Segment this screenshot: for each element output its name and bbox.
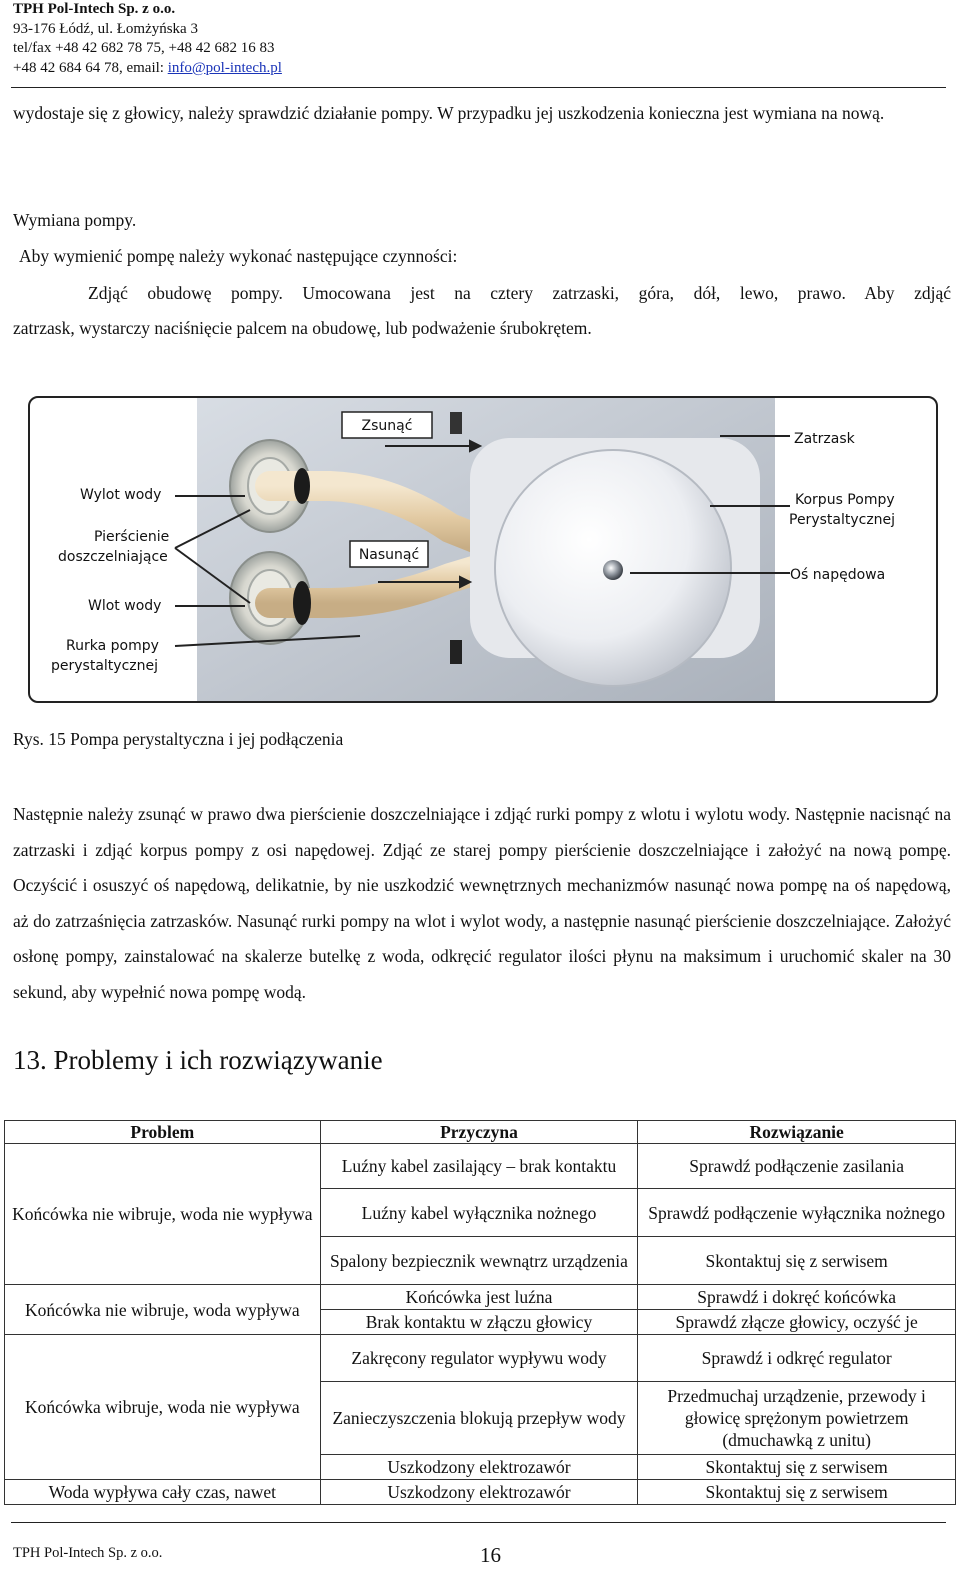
header-telfax: tel/fax +48 42 682 78 75, +48 42 682 16 83 xyxy=(13,40,275,56)
label-os: Oś napędowa xyxy=(790,567,886,583)
header-cause: Przyczyna xyxy=(320,1121,638,1144)
cause-cell: Uszkodzony elektrozawór xyxy=(320,1455,638,1480)
header-phone: +48 42 684 64 78, email: xyxy=(13,59,168,76)
label-rurka-2: perystaltycznej xyxy=(51,658,158,674)
board-slot xyxy=(450,640,462,664)
solution-cell: Skontaktuj się z serwisem xyxy=(638,1237,956,1285)
label-pierscienie-1: Pierścienie xyxy=(94,529,170,545)
cause-cell: Końcówka jest luźna xyxy=(320,1285,638,1310)
label-zatrzask: Zatrzask xyxy=(794,431,855,447)
header-problem: Problem xyxy=(5,1121,321,1144)
seal-ring-bottom xyxy=(293,581,311,625)
cause-cell: Zanieczyszczenia blokują przepływ wody xyxy=(320,1382,638,1455)
label-korpus-2: Perystaltycznej xyxy=(789,512,896,528)
board-slot-top xyxy=(450,412,462,434)
solution-cell: Sprawdź podłączenie zasilania xyxy=(638,1144,956,1189)
problem-cell: Końcówka nie wibruje, woda nie wypływa xyxy=(5,1144,321,1285)
footer-rule xyxy=(11,1522,946,1523)
table-row xyxy=(5,1285,956,1310)
table-row xyxy=(5,1144,956,1189)
cause-cell: Spalony bezpiecznik wewnątrz urządzenia xyxy=(320,1237,638,1285)
label-zsunac: Zsunąć xyxy=(361,418,413,434)
solution-cell: Skontaktuj się z serwisem xyxy=(638,1480,956,1505)
problem-cell: Końcówka wibruje, woda nie wypływa xyxy=(5,1335,321,1480)
label-nasunac: Nasunąć xyxy=(358,547,420,563)
label-rurka-1: Rurka pompy xyxy=(66,638,159,654)
figure-caption: Rys. 15 Pompa perystaltyczna i jej podłączenia xyxy=(13,729,344,749)
label-korpus-1: Korpus Pompy xyxy=(795,492,895,508)
step-line-1: Zdjąć obudowę pompy. Umocowana jest na cztery zatrzaski, góra, dół, lewo, prawo. Aby zdjąć xyxy=(88,283,951,303)
email-link[interactable]: info@pol-intech.pl xyxy=(167,59,282,76)
table-row xyxy=(5,1480,956,1505)
pump-illustration xyxy=(30,398,936,701)
header-company: TPH Pol-Intech Sp. z o.o. xyxy=(13,1,176,17)
label-pierscienie-2: doszczelniające xyxy=(58,549,168,565)
cause-cell: Zakręcony regulator wypływu wody xyxy=(320,1335,638,1382)
solution-cell: Skontaktuj się z serwisem xyxy=(638,1455,956,1480)
page-header xyxy=(13,0,282,78)
paragraph-procedure: Następnie należy zsunąć w prawo dwa pierścienie doszczelniające i zdjąć rurki pompy z wlotu i wylotu wody. Następnie nacisnąć na zatrzaski i zdjąć korpus pompy z osi napędowej. Zdjąć ze starej pompy pierścienie doszczelniające i założyć na nową pompę. Oczyścić i osuszyć oś napędową, delikatnie, by nie uszkodzić wewnętrznych mechanizmów nasunąć nowa pompę na oś napędową, aż do zatrzaśnięcia zatrzasków. Nasunąć rurki pompy na wlot i wylot wody, a następnie nasunąć pierścienie doszczelniające. Założyć osłonę pompy, zainstalować na skalerze butelkę z woda, odkręcić regulator ilości płynu na maksimum i uruchomić skaler na 30 sekund, aby wypełnić nowa pompę wodą. xyxy=(13,804,951,1002)
header-rule xyxy=(11,87,946,88)
table-row xyxy=(5,1335,956,1382)
step-line-2: zatrzask, wystarczy naciśnięcie palcem na obudowę, lub podważenie śrubokrętem. xyxy=(13,318,592,338)
cause-cell: Brak kontaktu w złączu głowicy xyxy=(320,1310,638,1335)
solution-cell: Sprawdź i dokręć końcówka xyxy=(638,1285,956,1310)
replace-intro: Aby wymienić pompę należy wykonać następujące czynności: xyxy=(19,246,458,266)
label-wylot: Wylot wody xyxy=(80,487,162,503)
drive-axle xyxy=(603,560,623,580)
solution-cell: Przedmuchaj urządzenie, przewody i głowicę sprężonym powietrzem (dmuchawką z unitu) xyxy=(638,1382,956,1455)
seal-ring-top xyxy=(294,468,310,504)
label-wlot: Wlot wody xyxy=(88,598,162,614)
cause-cell: Uszkodzony elektrozawór xyxy=(320,1480,638,1505)
table-header-row xyxy=(5,1121,956,1144)
problem-cell: Końcówka nie wibruje, woda wypływa xyxy=(5,1285,321,1335)
problem-cell: Woda wypływa cały czas, nawet xyxy=(5,1480,321,1505)
footer-company: TPH Pol-Intech Sp. z o.o. xyxy=(13,1545,163,1561)
paragraph-intro: wydostaje się z głowicy, należy sprawdzić działanie pompy. W przypadku jej uszkodzenia konieczna jest wymiana na nową. xyxy=(13,103,885,123)
solution-cell: Sprawdź i odkręć regulator xyxy=(638,1335,956,1382)
replace-heading: Wymiana pompy. xyxy=(13,210,137,230)
pump-figure xyxy=(28,396,938,703)
header-address: 93-176 Łódź, ul. Łomżyńska 3 xyxy=(13,20,198,37)
cause-cell: Luźny kabel zasilający – brak kontaktu xyxy=(320,1144,638,1189)
troubleshooting-table xyxy=(4,1120,956,1505)
header-solution: Rozwiązanie xyxy=(638,1121,956,1144)
solution-cell: Sprawdź złącze głowicy, oczyść je xyxy=(638,1310,956,1335)
solution-cell: Sprawdź podłączenie wyłącznika nożnego xyxy=(638,1189,956,1237)
cause-cell: Luźny kabel wyłącznika nożnego xyxy=(320,1189,638,1237)
page-number: 16 xyxy=(480,1543,501,1567)
section-heading: 13. Problemy i ich rozwiązywanie xyxy=(13,1045,383,1075)
header-contact xyxy=(13,59,282,79)
